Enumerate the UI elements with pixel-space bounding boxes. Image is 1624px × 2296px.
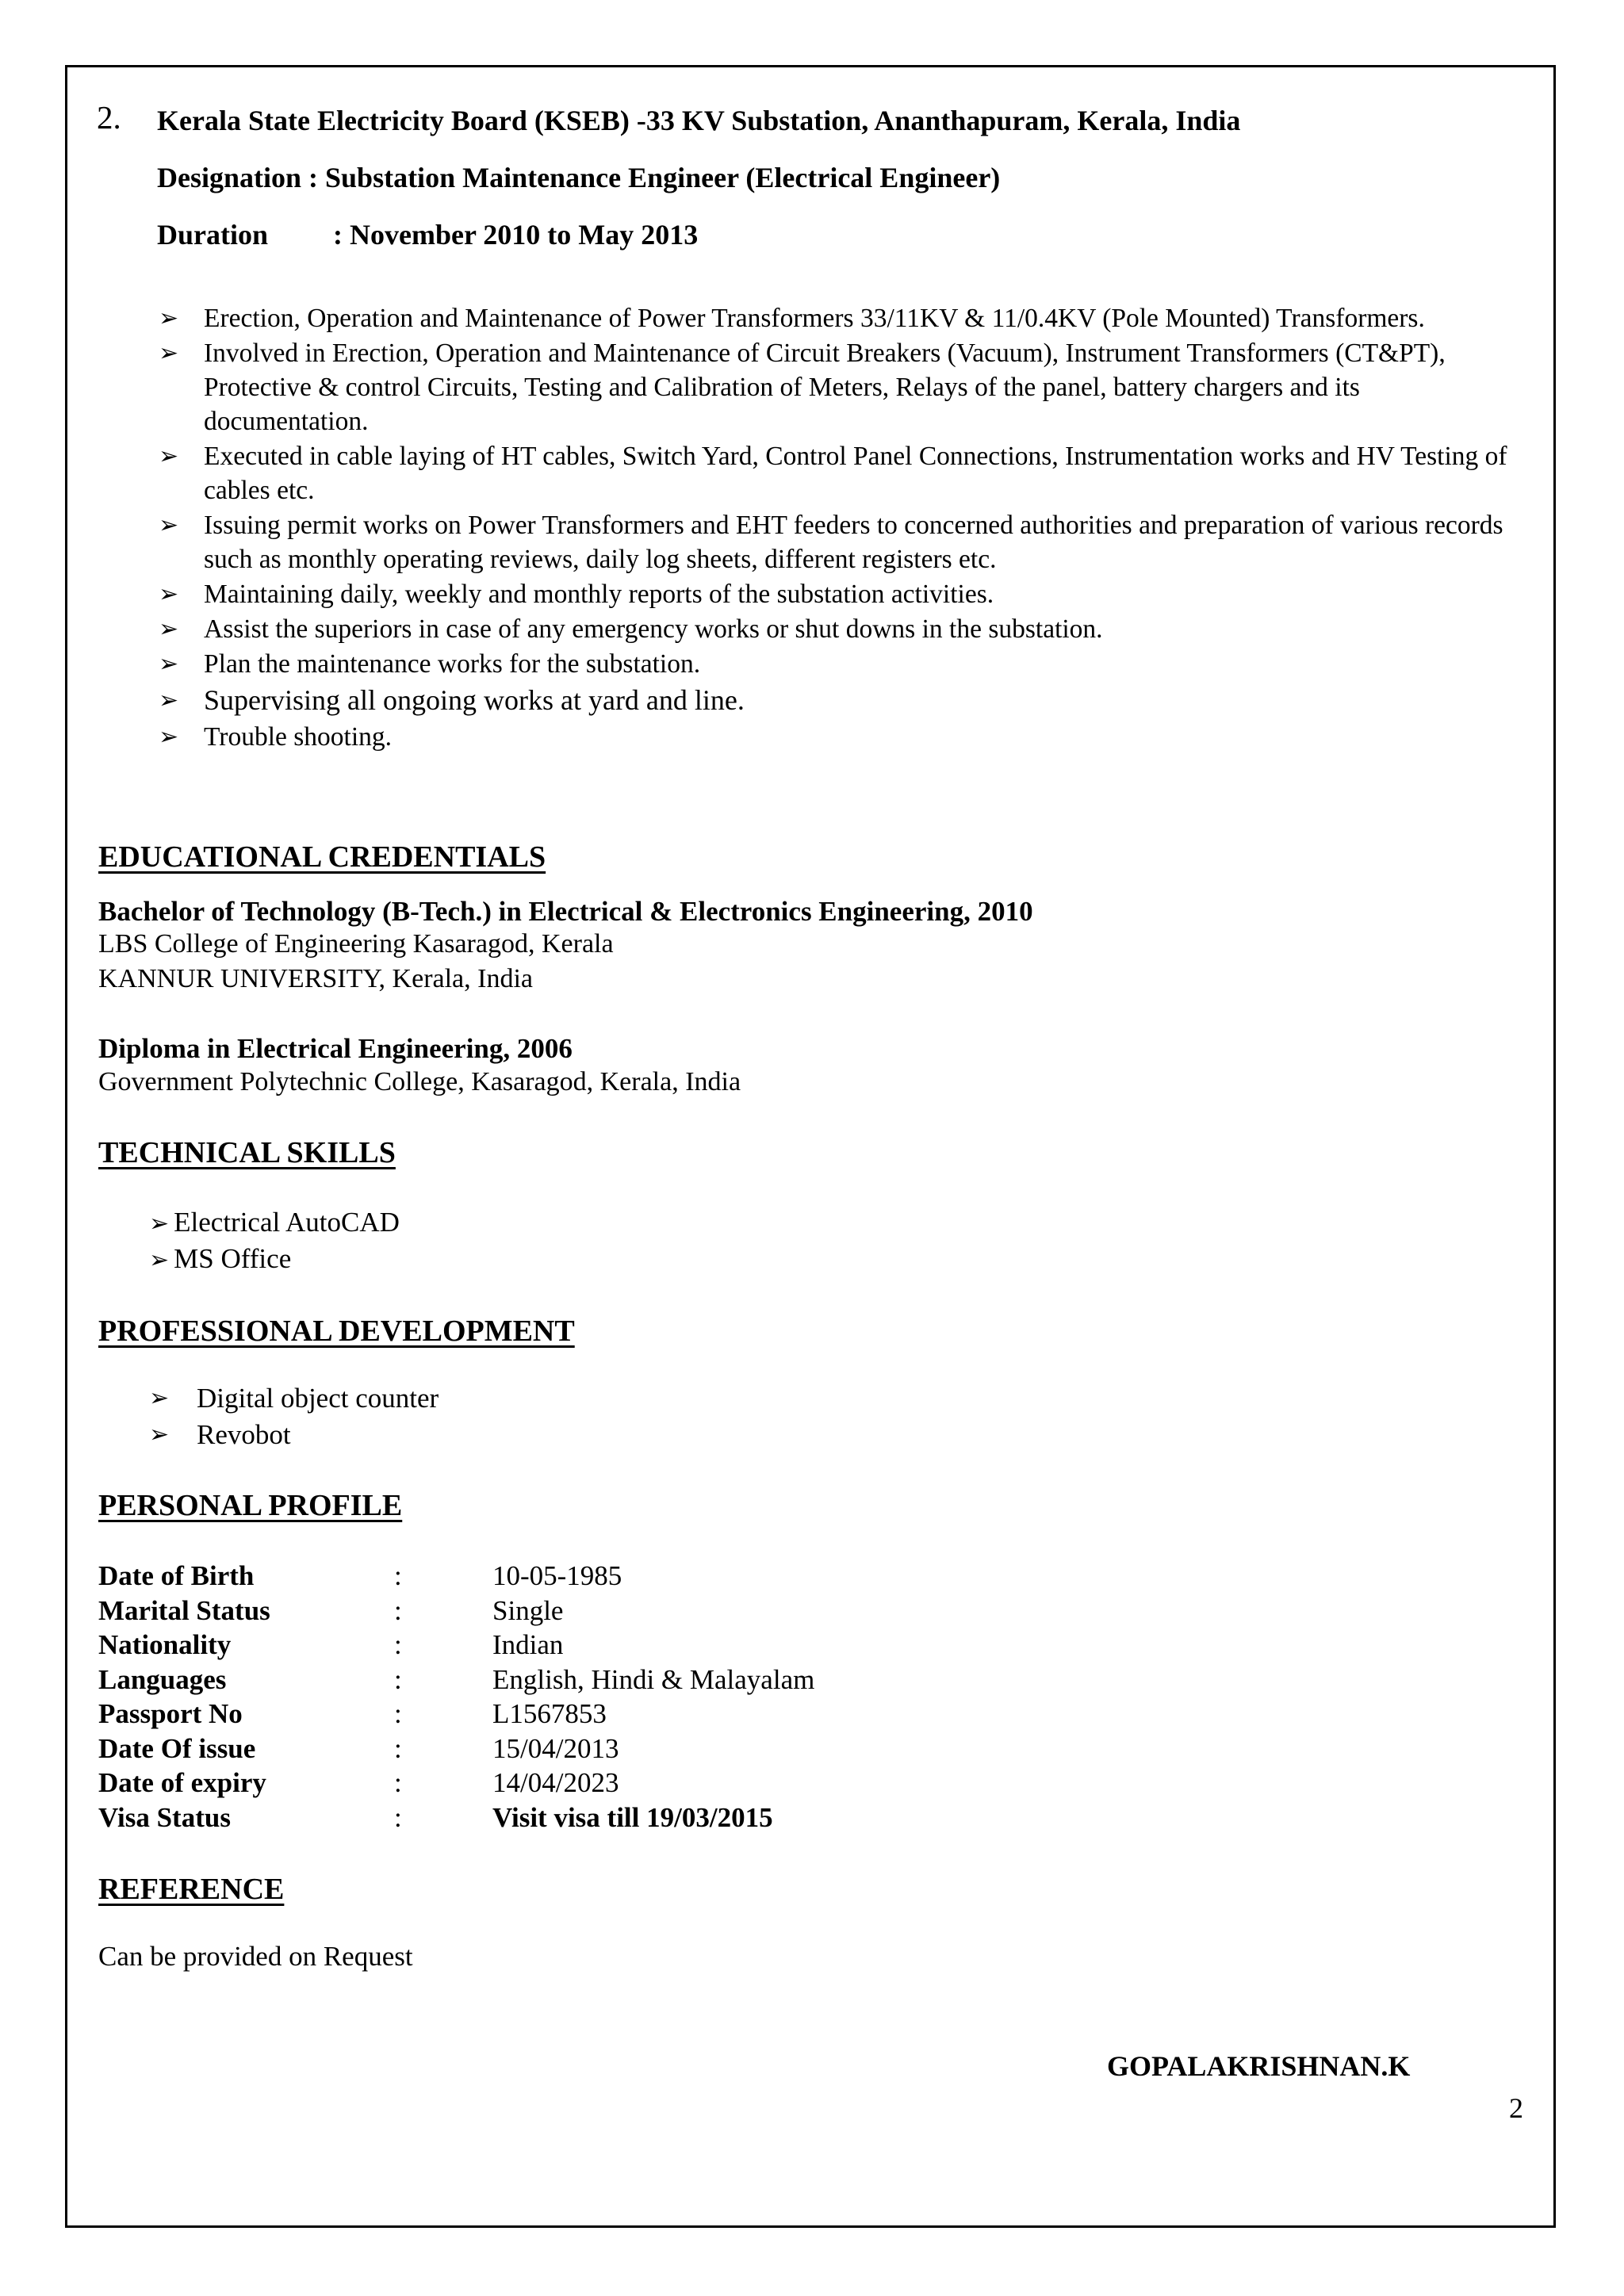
list-item (159, 336, 1522, 438)
list-item (149, 1380, 439, 1417)
list-item (159, 720, 1522, 754)
responsibility-text: Erection, Operation and Maintenance of Power Transformers 33/11KV & 11/0.4KV (Pole Mounted) Transformers. (204, 304, 1425, 333)
table-row (98, 1767, 814, 1802)
responsibility-text: Maintaining daily, weekly and monthly reports of the substation activities. (204, 580, 994, 609)
list-item (159, 577, 1522, 611)
responsibility-text: Supervising all ongoing works at yard and line. (204, 684, 745, 716)
arrow-bullet-icon: ➢ (159, 687, 179, 714)
list-item (159, 612, 1522, 646)
arrow-bullet-icon: ➢ (159, 305, 179, 331)
employer-line: Kerala State Electricity Board (KSEB) -33 KV Substation, Ananthapuram, Kerala, India (157, 105, 1241, 136)
profile-value: Single (492, 1594, 564, 1626)
profile-label: Nationality (98, 1629, 232, 1660)
skill-text: Electrical AutoCAD (174, 1207, 400, 1238)
duration-label: Duration (157, 219, 269, 251)
degree-2-college: Government Polytechnic College, Kasaragod, Kerala, India (98, 1067, 741, 1096)
degree-2-title: Diploma in Electrical Engineering, 2006 (98, 1033, 573, 1064)
list-item (159, 647, 1522, 681)
arrow-bullet-icon: ➢ (159, 581, 179, 607)
profile-separator: : (394, 1698, 402, 1729)
table-row (98, 1664, 814, 1699)
skills-list (149, 1205, 400, 1278)
reference-heading: REFERENCE (98, 1873, 285, 1906)
profile-heading: PERSONAL PROFILE (98, 1489, 403, 1522)
profile-separator: : (394, 1732, 402, 1764)
responsibility-text: Assist the superiors in case of any emergency works or shut downs in the substation. (204, 614, 1103, 644)
responsibility-text: Involved in Erection, Operation and Maintenance of Circuit Breakers (Vacuum), Instrument Transformers (CT&PT), Protective & control Circuits, Testing and Calibration of Meters, Relays of the panel, battery chargers and its documentation. (204, 339, 1446, 436)
profile-value: Indian (492, 1629, 564, 1660)
profile-label: Languages (98, 1663, 227, 1695)
profile-separator: : (394, 1767, 402, 1798)
skills-heading: TECHNICAL SKILLS (98, 1136, 396, 1169)
degree-1-university: KANNUR UNIVERSITY, Kerala, India (98, 964, 534, 993)
list-item (149, 1242, 400, 1278)
profile-label: Passport No (98, 1698, 243, 1729)
profile-separator: : (394, 1663, 402, 1695)
responsibility-text: Executed in cable laying of HT cables, Switch Yard, Control Panel Connections, Instrumentation works and HV Testing of cables etc. (204, 442, 1507, 505)
arrow-bullet-icon: ➢ (159, 724, 179, 750)
table-row (98, 1733, 814, 1768)
list-item (159, 508, 1522, 576)
arrow-bullet-icon: ➢ (159, 512, 179, 538)
table-row (98, 1560, 814, 1595)
arrow-bullet-icon: ➢ (159, 651, 179, 677)
table-row (98, 1629, 814, 1664)
responsibility-text: Plan the maintenance works for the substation. (204, 649, 701, 679)
duration-value: : November 2010 to May 2013 (333, 219, 699, 251)
profile-label: Date of expiry (98, 1767, 266, 1798)
job-number: 2. (97, 99, 121, 136)
arrow-bullet-icon: ➢ (149, 1211, 170, 1237)
responsibilities-list (159, 301, 1522, 755)
development-heading: PROFESSIONAL DEVELOPMENT (98, 1314, 575, 1348)
profile-value: 10-05-1985 (492, 1560, 622, 1591)
profile-label: Date Of issue (98, 1732, 256, 1764)
list-item (159, 682, 1522, 719)
profile-label: Date of Birth (98, 1560, 255, 1591)
arrow-bullet-icon: ➢ (149, 1247, 170, 1273)
arrow-bullet-icon: ➢ (159, 443, 179, 469)
reference-text: Can be provided on Request (98, 1941, 413, 1972)
profile-value: L1567853 (492, 1698, 607, 1729)
page-number: 2 (1509, 2092, 1523, 2124)
list-item (159, 301, 1522, 335)
profile-separator: : (394, 1629, 402, 1660)
list-item (149, 1417, 439, 1453)
table-row (98, 1595, 814, 1630)
development-text: Digital object counter (197, 1383, 439, 1414)
profile-value: 14/04/2023 (492, 1767, 619, 1798)
arrow-bullet-icon: ➢ (159, 340, 179, 366)
arrow-bullet-icon: ➢ (149, 1385, 170, 1411)
profile-label: Visa Status (98, 1801, 231, 1833)
profile-value: 15/04/2013 (492, 1732, 619, 1764)
profile-label: Marital Status (98, 1594, 270, 1626)
signature-name: GOPALAKRISHNAN.K (1107, 2050, 1411, 2082)
profile-value: English, Hindi & Malayalam (492, 1663, 815, 1695)
designation-line: Designation : Substation Maintenance Engineer (Electrical Engineer) (157, 162, 1001, 193)
responsibility-text: Trouble shooting. (204, 722, 393, 752)
table-row (98, 1698, 814, 1733)
profile-separator: : (394, 1560, 402, 1591)
table-row (98, 1802, 814, 1837)
arrow-bullet-icon: ➢ (159, 616, 179, 642)
arrow-bullet-icon: ➢ (149, 1422, 170, 1448)
profile-separator: : (394, 1801, 402, 1833)
education-heading: EDUCATIONAL CREDENTIALS (98, 840, 546, 874)
skill-text: MS Office (174, 1243, 292, 1274)
list-item (149, 1205, 400, 1242)
list-item (159, 439, 1522, 507)
profile-separator: : (394, 1594, 402, 1626)
degree-1-college: LBS College of Engineering Kasaragod, Kerala (98, 929, 614, 959)
development-text: Revobot (197, 1419, 291, 1450)
development-list (149, 1380, 439, 1453)
responsibility-text: Issuing permit works on Power Transformers and EHT feeders to concerned authorities and preparation of various records such as monthly operating reviews, daily log sheets, different registers etc. (204, 511, 1503, 574)
profile-table (98, 1560, 814, 1836)
profile-value: Visit visa till 19/03/2015 (492, 1801, 773, 1833)
degree-1-title: Bachelor of Technology (B-Tech.) in Electrical & Electronics Engineering, 2010 (98, 896, 1033, 927)
